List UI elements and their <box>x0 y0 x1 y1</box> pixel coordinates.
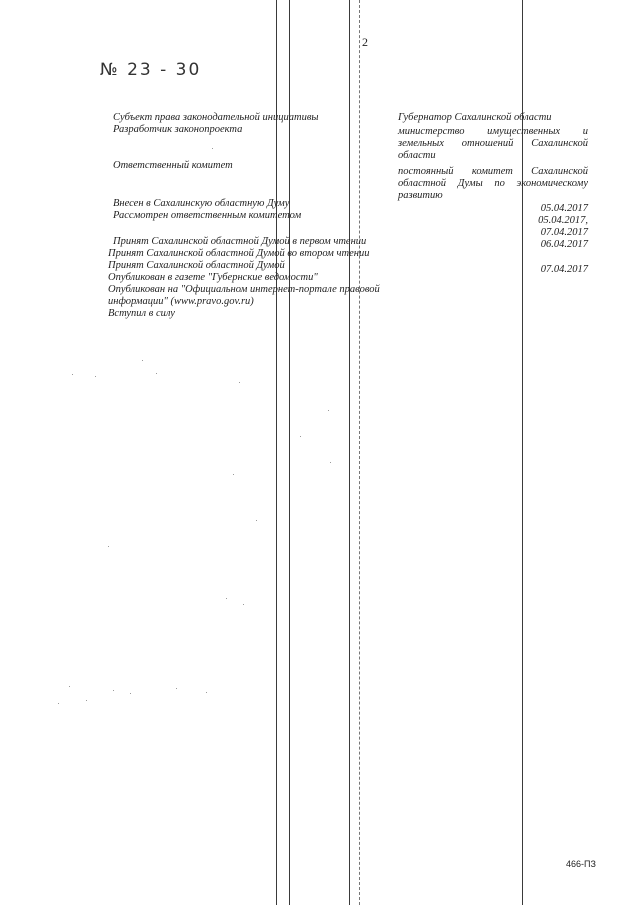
label-published-gazette: Опубликован в газете "Губернские ведомости" <box>108 272 318 283</box>
value-developer-line2: земельных отношений Сахалинской <box>398 138 588 149</box>
vertical-rule-4 <box>359 0 360 905</box>
label-subject: Субъект права законодательной инициативы <box>113 112 319 123</box>
label-introduced: Внесен в Сахалинскую областную Думу <box>113 198 290 209</box>
label-published-portal-line1: Опубликован на "Официальном интернет-портале правовой <box>108 284 380 295</box>
vertical-rule-1 <box>276 0 277 905</box>
label-adopted: Принят Сахалинской областной Думой <box>108 260 285 271</box>
label-committee: Ответственный комитет <box>113 160 233 171</box>
footer-code: 466-ПЗ <box>566 859 596 869</box>
date-first-reading: 06.04.2017 <box>540 239 588 250</box>
date-reviewed-1: 05.04.2017, <box>538 215 588 226</box>
page-number: 2 <box>362 35 368 49</box>
value-subject: Губернатор Сахалинской области <box>398 112 552 123</box>
label-effective: Вступил в силу <box>108 308 175 319</box>
vertical-rule-2 <box>289 0 290 905</box>
value-committee-line2: областной Думы по экономическому <box>398 178 588 189</box>
date-introduced: 05.04.2017 <box>540 203 588 214</box>
vertical-rule-3 <box>349 0 350 905</box>
value-committee-line1: постоянный комитет Сахалинской <box>398 166 588 177</box>
label-published-portal-line2: информации" (www.pravo.gov.ru) <box>108 296 254 307</box>
date-adopted: 07.04.2017 <box>540 264 588 275</box>
label-reviewed: Рассмотрен ответственным комитетом <box>113 210 302 221</box>
document-number: № 23 - 30 <box>100 60 202 80</box>
label-developer: Разработчик законопроекта <box>113 124 243 135</box>
value-developer-line1: министерство имущественных и <box>398 126 588 137</box>
label-second-reading: Принят Сахалинской областной Думой во втором чтении <box>108 248 370 259</box>
value-committee-line3: развитию <box>398 190 443 201</box>
date-reviewed-2: 07.04.2017 <box>540 227 588 238</box>
value-developer-line3: области <box>398 150 436 161</box>
label-first-reading: Принят Сахалинской областной Думой в первом чтении <box>113 236 367 247</box>
